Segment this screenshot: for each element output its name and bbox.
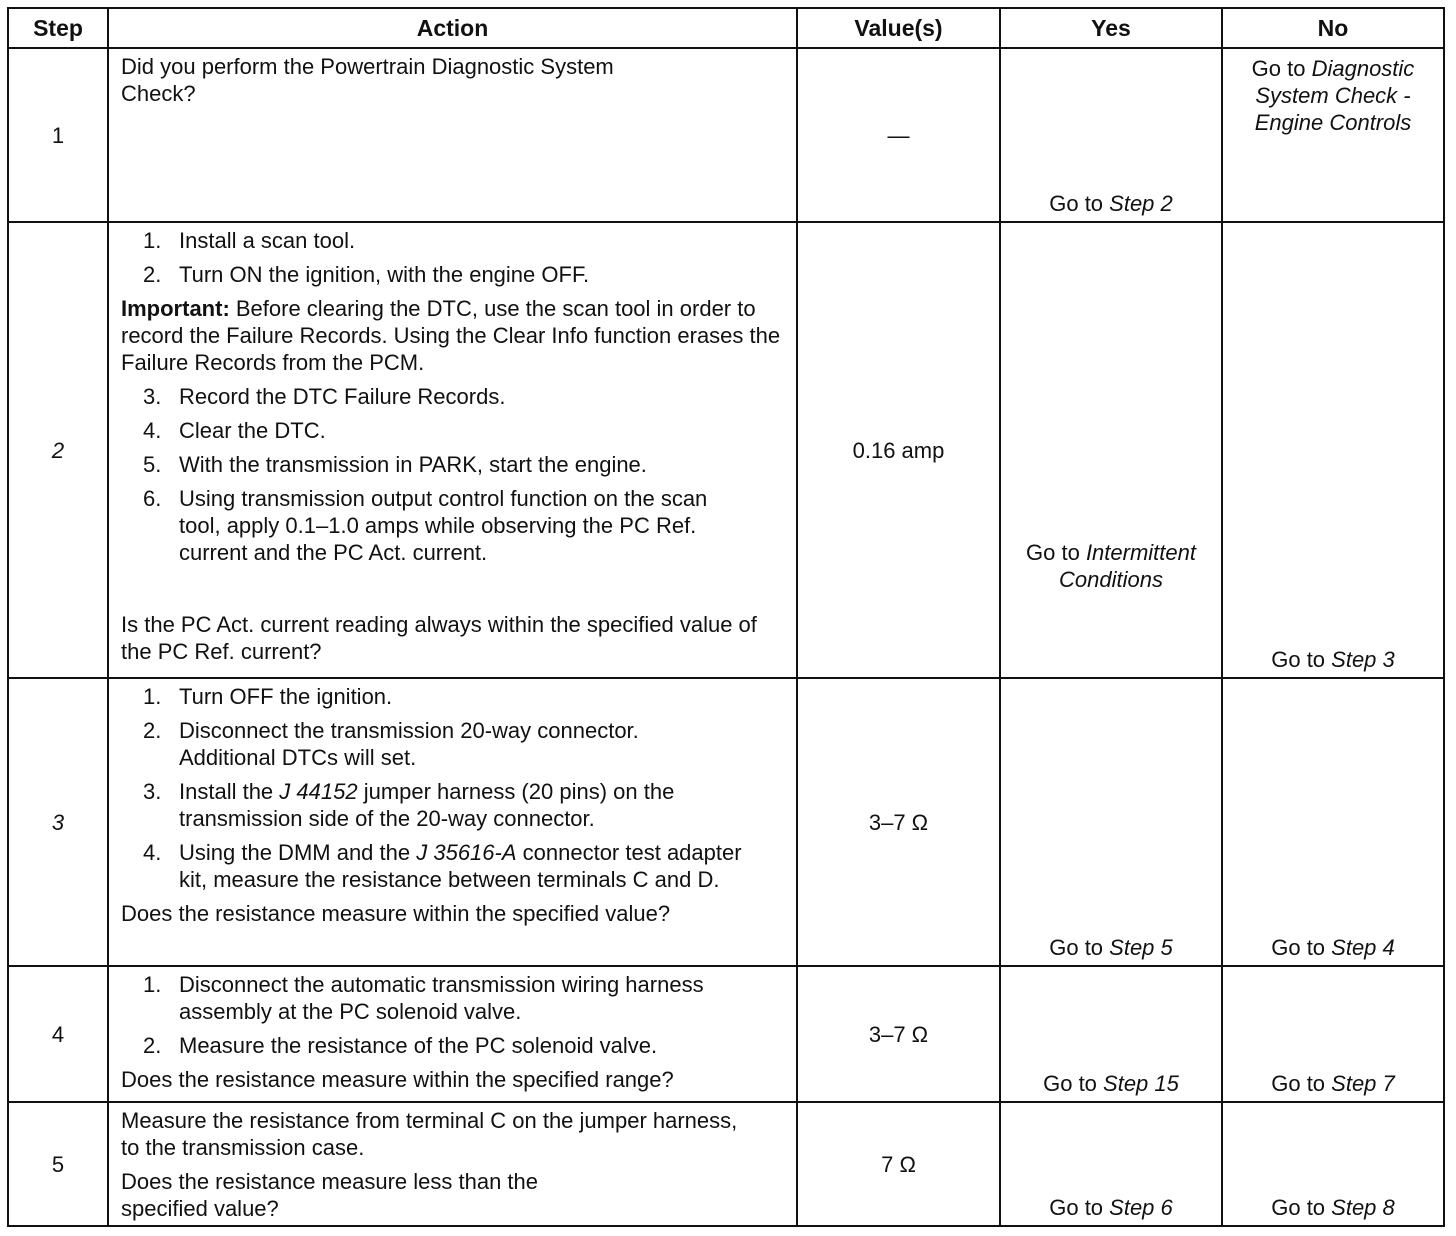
value-cell: — (797, 48, 1000, 222)
table-row (8, 1102, 1444, 1226)
header-values: Value(s) (797, 8, 1000, 48)
no-prefix: Go to (1271, 1195, 1332, 1220)
table-row (8, 222, 1444, 678)
yes-cell[interactable] (1000, 678, 1222, 966)
list-item: 4. Using the DMM and the J 35616-A connector test adapter kit, measure the resistance between terminals C and D. (143, 840, 742, 892)
action-question: Does the resistance measure within the specified range? (121, 1067, 674, 1092)
yes-cell[interactable] (1000, 1102, 1222, 1226)
tool-ref: J 35616-A (416, 840, 517, 865)
list-item: 1. Disconnect the automatic transmission wiring harness assembly at the PC solenoid valve. (143, 972, 704, 1024)
header-action: Action (108, 8, 797, 48)
action-cell (108, 1102, 797, 1226)
important-label: Important: (121, 296, 230, 321)
value-cell: 7 Ω (797, 1102, 1000, 1226)
step-number: 4 (8, 966, 108, 1102)
yes-prefix: Go to (1026, 540, 1086, 565)
action-cell (108, 222, 797, 678)
yes-prefix: Go to (1049, 935, 1110, 960)
list-item: 3. Install the J 44152 jumper harness (20 pins) on the transmission side of the 20-way connector. (143, 779, 675, 831)
header-step: Step (8, 8, 108, 48)
step-number: 3 (8, 678, 108, 966)
action-question: Does the resistance measure within the specified value? (121, 901, 671, 926)
yes-cell[interactable] (1000, 222, 1222, 678)
step-number: 2 (8, 222, 108, 678)
no-link[interactable]: Step 4 (1331, 935, 1395, 960)
header-yes: Yes (1000, 8, 1222, 48)
table-row (8, 966, 1444, 1102)
value-cell: 0.16 amp (797, 222, 1000, 678)
action-question: Is the PC Act. current reading always within the specified value of the PC Ref. current? (121, 612, 757, 664)
step-number: 5 (8, 1102, 108, 1226)
no-cell[interactable] (1222, 48, 1444, 222)
table-row (8, 48, 1444, 222)
value-cell: 3–7 Ω (797, 966, 1000, 1102)
no-cell[interactable] (1222, 1102, 1444, 1226)
no-prefix: Go to (1271, 647, 1332, 672)
yes-link[interactable]: Step 2 (1109, 191, 1173, 216)
yes-link[interactable]: Step 6 (1109, 1195, 1173, 1220)
no-cell[interactable] (1222, 966, 1444, 1102)
list-item: 2. Disconnect the transmission 20-way connector. Additional DTCs will set. (143, 718, 639, 770)
value-cell: 3–7 Ω (797, 678, 1000, 966)
no-link[interactable]: Step 7 (1331, 1071, 1395, 1096)
no-prefix: Go to (1271, 935, 1332, 960)
no-link[interactable]: Step 3 (1331, 647, 1395, 672)
action-text: Measure the resistance from terminal C on the jumper harness, to the transmission case. (121, 1108, 738, 1160)
no-link[interactable]: Diagnostic System Check - Engine Controls (1254, 56, 1415, 135)
no-prefix: Go to (1271, 1071, 1332, 1096)
yes-prefix: Go to (1049, 191, 1110, 216)
yes-cell[interactable] (1000, 966, 1222, 1102)
header-row (8, 8, 1444, 48)
yes-prefix: Go to (1049, 1195, 1110, 1220)
important-note: Important: Before clearing the DTC, use the scan tool in order to record the Failure Records. Using the Clear Info function erases the Failure Records from the PCM. (121, 296, 781, 375)
list-item: 2. Turn ON the ignition, with the engine OFF. (143, 262, 590, 287)
list-item: 2. Measure the resistance of the PC solenoid valve. (143, 1033, 658, 1058)
action-cell (108, 678, 797, 966)
list-item: 1. Install a scan tool. (143, 228, 356, 253)
no-cell[interactable] (1222, 678, 1444, 966)
list-item: 6. Using transmission output control function on the scan tool, apply 0.1–1.0 amps while observing the PC Ref. current and the PC Act. current. (143, 486, 708, 565)
yes-link[interactable]: Step 5 (1109, 935, 1173, 960)
action-question: Did you perform the Powertrain Diagnostic System Check? (121, 54, 614, 106)
yes-link[interactable]: Intermittent Conditions (1059, 540, 1196, 592)
diagnostic-table (7, 7, 1445, 1227)
tool-ref: J 44152 (279, 779, 358, 804)
yes-link[interactable]: Step 15 (1103, 1071, 1179, 1096)
list-item: 1. Turn OFF the ignition. (143, 684, 393, 709)
no-cell[interactable] (1222, 222, 1444, 678)
table-row (8, 678, 1444, 966)
no-prefix: Go to (1251, 56, 1312, 81)
no-link[interactable]: Step 8 (1331, 1195, 1395, 1220)
header-no: No (1222, 8, 1444, 48)
action-question: Does the resistance measure less than the specified value? (121, 1169, 539, 1221)
action-cell (108, 48, 797, 222)
list-item: 3. Record the DTC Failure Records. (143, 384, 506, 409)
action-cell (108, 966, 797, 1102)
step-number: 1 (8, 48, 108, 222)
yes-cell[interactable] (1000, 48, 1222, 222)
yes-prefix: Go to (1043, 1071, 1104, 1096)
list-item: 4. Clear the DTC. (143, 418, 326, 443)
list-item: 5. With the transmission in PARK, start the engine. (143, 452, 647, 477)
